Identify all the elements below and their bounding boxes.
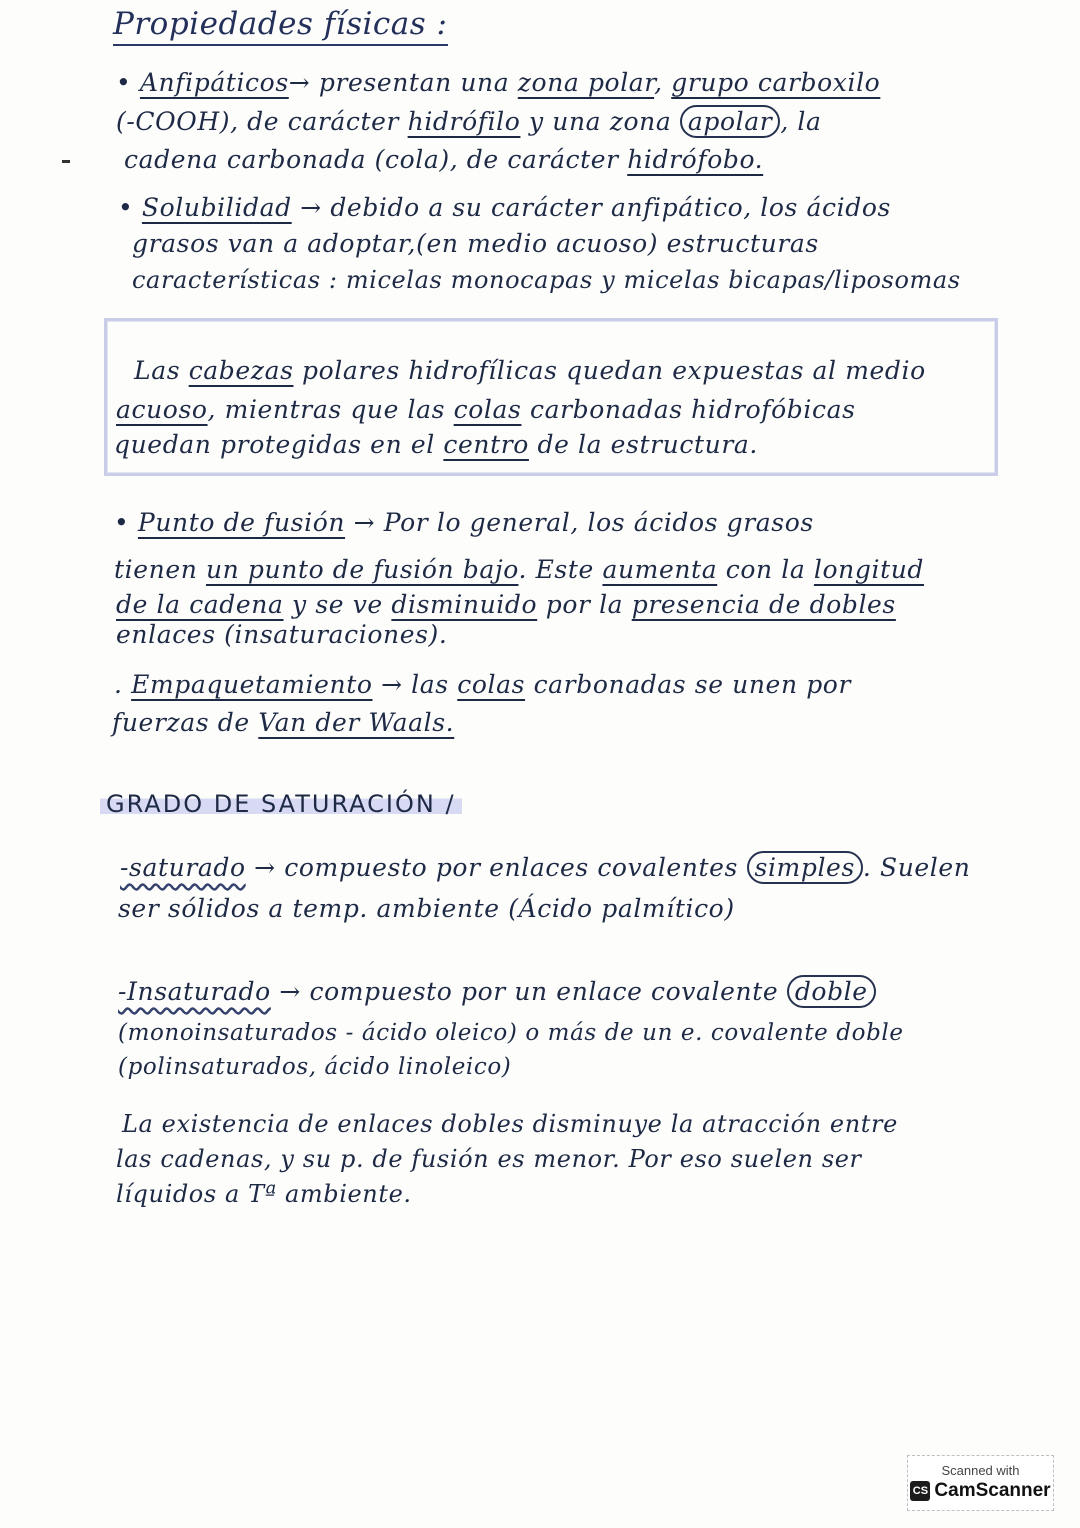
solubilidad-line-3: características : micelas monocapas y micelas bicapas/liposomas bbox=[132, 266, 961, 294]
anfipaticos-heading: Anfipáticos bbox=[139, 68, 289, 97]
section-heading: GRADO DE SATURACIÓN / bbox=[100, 790, 462, 818]
fusion-line-3: de la cadena y se ve disminuido por la presencia de dobles bbox=[116, 590, 896, 619]
saturado-line-1: -saturado → compuesto por enlaces covalentes simples . Suelen bbox=[120, 853, 971, 882]
margin-mark bbox=[62, 160, 70, 163]
conclusion-line-2: las cadenas, y su p. de fusión es menor. Por eso suelen ser bbox=[116, 1145, 862, 1173]
camscanner-icon: CS bbox=[910, 1481, 930, 1501]
empaquetamiento-line-2: fuerzas de Van der Waals. bbox=[112, 708, 455, 737]
insaturado-line-1: -Insaturado → compuesto por un enlace covalente doble bbox=[118, 977, 876, 1006]
doble-circled: doble bbox=[787, 975, 876, 1008]
anfipaticos-line-3: cadena carbonada (cola), de carácter hidrófobo. bbox=[124, 145, 764, 174]
badge-brand-text: CamScanner bbox=[934, 1480, 1051, 1501]
fusion-line-4: enlaces (insaturaciones). bbox=[116, 620, 448, 649]
solubilidad-line-2: grasos van a adoptar,(en medio acuoso) estructuras bbox=[132, 229, 819, 258]
insaturado-line-2: (monoinsaturados - ácido oleico) o más de un e. covalente doble bbox=[118, 1020, 904, 1046]
fusion-heading: Punto de fusión bbox=[137, 508, 346, 537]
badge-brand bbox=[908, 1480, 1053, 1502]
badge-caption: Scanned with bbox=[941, 1463, 1020, 1478]
fusion-line-1: • Punto de fusión → Por lo general, los ácidos grasos bbox=[114, 508, 814, 537]
solubilidad-line-1: • Solubilidad → debido a su carácter anfipático, los ácidos bbox=[118, 193, 891, 222]
bullet: • bbox=[116, 68, 140, 97]
insaturado-line-3: (polinsaturados, ácido linoleico) bbox=[118, 1054, 512, 1080]
box-line-3: quedan protegidas en el centro de la estructura. bbox=[114, 430, 758, 459]
simples-circled: simples bbox=[747, 851, 863, 884]
page-title: Propiedades físicas : bbox=[113, 6, 448, 46]
insaturado-heading: -Insaturado bbox=[118, 977, 271, 1006]
box-line-1: Las cabezas polares hidrofílicas quedan expuestas al medio bbox=[134, 356, 926, 385]
empaquetamiento-heading: Empaquetamiento bbox=[131, 670, 373, 699]
apolar-circled: apolar bbox=[680, 105, 780, 138]
fusion-line-2: tienen un punto de fusión bajo. Este aumenta con la longitud bbox=[114, 555, 925, 584]
box-line-2: acuoso, mientras que las colas carbonadas hidrofóbicas bbox=[116, 395, 856, 424]
saturado-line-2: ser sólidos a temp. ambiente (Ácido palmítico) bbox=[118, 894, 735, 923]
anfipaticos-line-2: (-COOH), de carácter hidrófilo y una zona apolar , la bbox=[116, 107, 822, 136]
conclusion-line-3: líquidos a Tª ambiente. bbox=[116, 1180, 412, 1208]
conclusion-line-1: La existencia de enlaces dobles disminuye la atracción entre bbox=[122, 1110, 898, 1138]
solubilidad-heading: Solubilidad bbox=[141, 193, 292, 222]
camscanner-badge bbox=[907, 1455, 1054, 1511]
saturado-heading: -saturado bbox=[120, 853, 246, 882]
empaquetamiento-line-1: . Empaquetamiento → las colas carbonadas se unen por bbox=[114, 670, 852, 699]
anfipaticos-line-1: • Anfipáticos→ presentan una zona polar, grupo carboxilo bbox=[116, 68, 881, 97]
